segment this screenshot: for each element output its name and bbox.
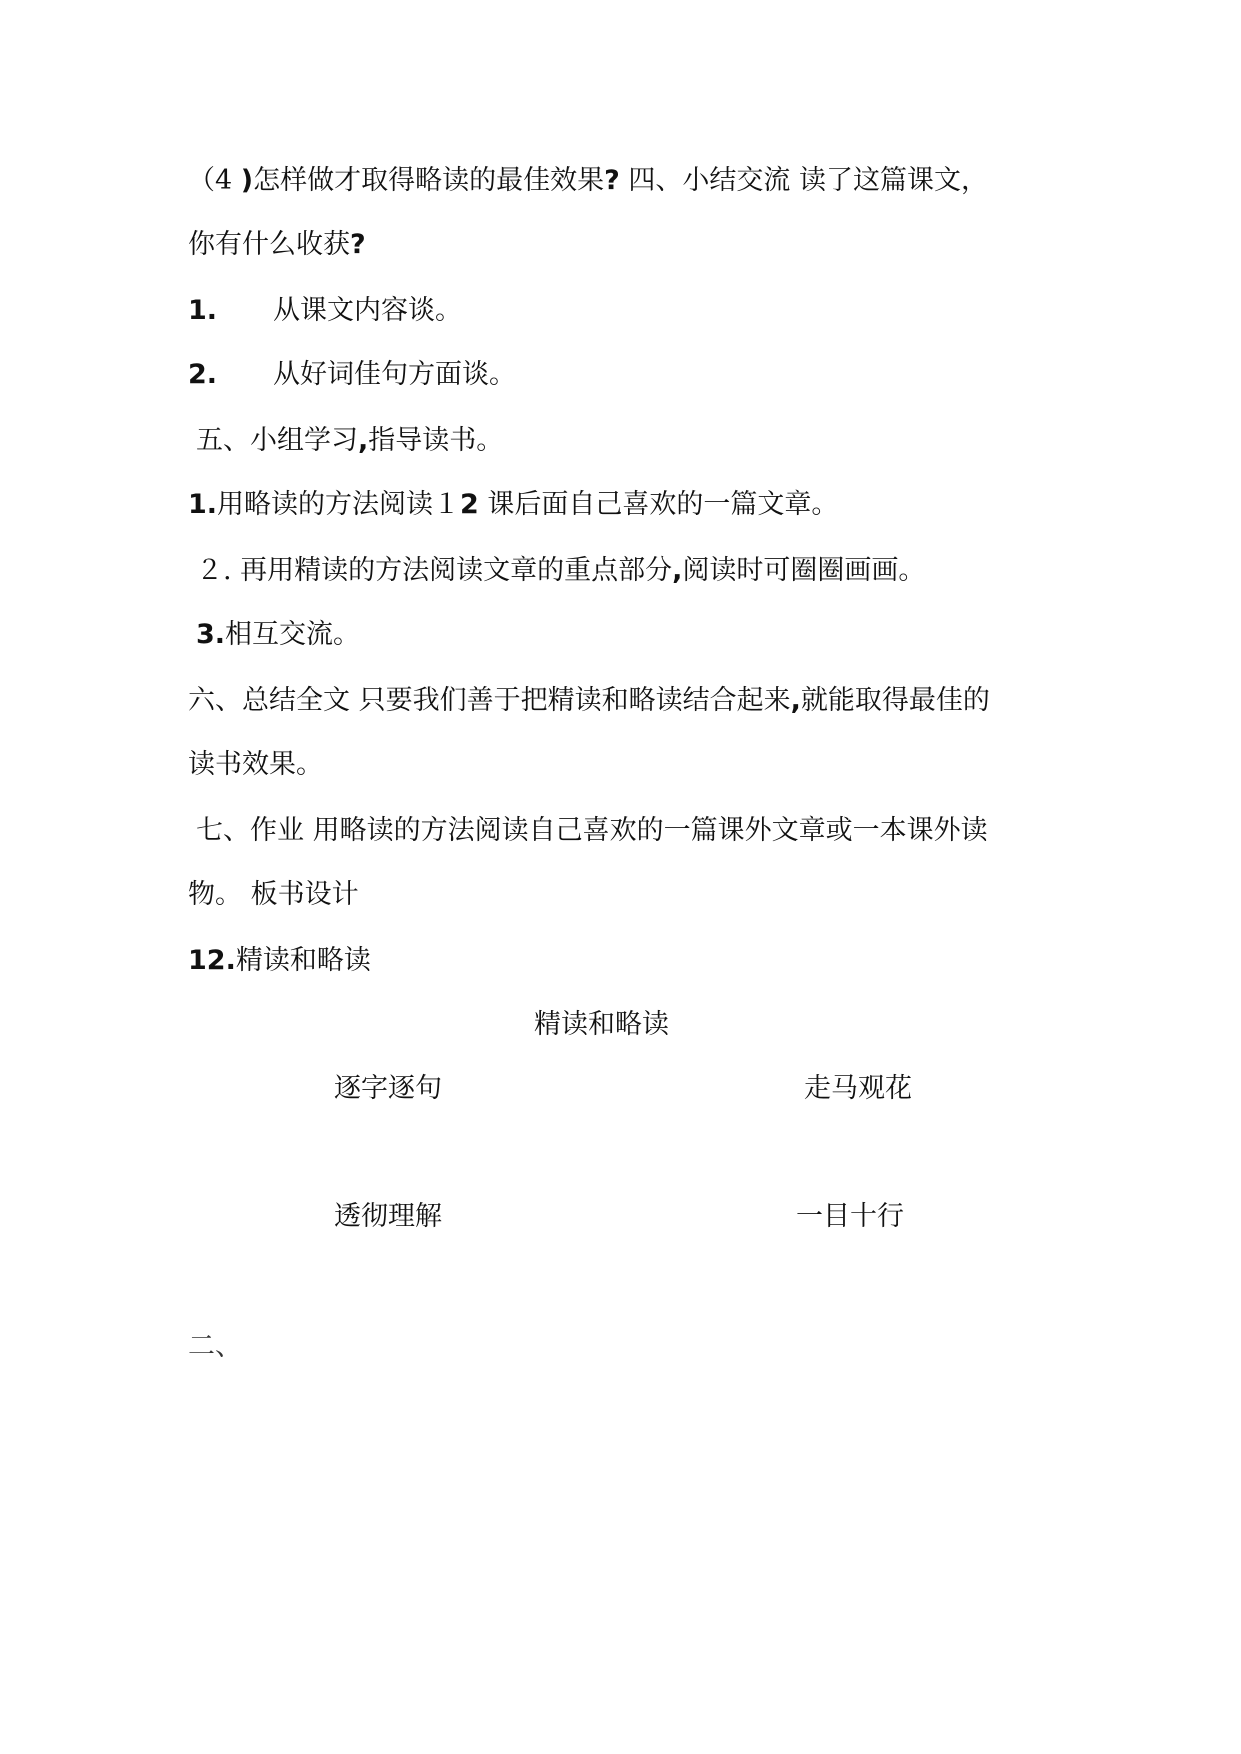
text-fragment: 读书效果。 (188, 749, 323, 780)
text-fragment: 四、小结交流 读了这篇课文， (619, 165, 988, 196)
text-fragment: 一目十行 (796, 1201, 904, 1232)
paragraph-question-4-line1 (188, 164, 988, 198)
board-lesson-heading (188, 944, 371, 978)
board-right-1 (804, 1072, 912, 1106)
list-number: 1. (188, 489, 218, 520)
text-fragment: 课后面自己喜欢的一篇文章。 (478, 489, 839, 520)
text-fragment: 走马观花 (804, 1073, 912, 1104)
text-fragment: 透彻理解 (334, 1201, 442, 1232)
footer-mark (188, 1330, 242, 1364)
section-5-heading (196, 424, 503, 458)
section-6-line1 (188, 684, 990, 718)
list-text: 从课文内容谈。 (273, 295, 463, 326)
text-fragment: 五、小组学习 (196, 425, 358, 456)
text-fragment: , (672, 555, 683, 586)
text-fragment: 指导读书。 (368, 425, 504, 456)
list-item (188, 358, 516, 392)
list-number: 1. (188, 295, 218, 326)
paragraph-question-4-line2 (188, 228, 366, 262)
lesson-title: 精读和略读 (235, 945, 371, 976)
text-fragment: 你有什么收获 (188, 229, 350, 260)
text-fragment: 阅读时可圈圈画画。 (682, 555, 926, 586)
list-text: 从好词佳句方面谈。 (273, 359, 517, 390)
text-fragment: ２. 再用精读的方法阅读文章的重点部分 (196, 555, 673, 586)
section-6-line2 (188, 748, 323, 782)
text-fragment: , (358, 425, 369, 456)
board-left-2 (334, 1200, 442, 1234)
text-fragment: 相互交流。 (225, 619, 361, 650)
board-right-2 (796, 1200, 904, 1234)
text-fragment: 七、作业 用略读的方法阅读自己喜欢的一篇课外文章或一本课外读 (196, 815, 988, 846)
text-fragment: 物。 板书设计 (188, 879, 359, 910)
board-left-1 (334, 1072, 442, 1106)
text-fragment: （4 (188, 165, 241, 196)
text-fragment: ? (604, 165, 620, 196)
section-7-line2 (188, 878, 359, 912)
text-fragment: ) (240, 165, 254, 196)
text-fragment: 2 (460, 489, 479, 520)
text-fragment: ? (350, 229, 366, 260)
board-center-title (534, 1008, 669, 1042)
section-5-item-1 (188, 488, 838, 522)
text-fragment: 怎样做才取得略读的最佳效果 (253, 165, 605, 196)
text-fragment: 逐字逐句 (334, 1073, 442, 1104)
text-fragment: 用略读的方法阅读１ (217, 489, 461, 520)
text-fragment: 六、总结全文 只要我们善于把精读和略读结合起来 (188, 685, 791, 716)
list-number: 2. (188, 359, 218, 390)
section-5-item-2 (196, 554, 925, 588)
list-number: 3. (196, 619, 226, 650)
section-5-item-3 (196, 618, 360, 652)
list-item (188, 294, 462, 328)
text-fragment: 就能取得最佳的 (800, 685, 990, 716)
text-fragment: , (790, 685, 801, 716)
text-fragment: 二、 (188, 1331, 242, 1362)
lesson-number: 12. (188, 945, 236, 976)
text-fragment: 精读和略读 (534, 1009, 669, 1040)
section-7-line1 (196, 814, 988, 848)
